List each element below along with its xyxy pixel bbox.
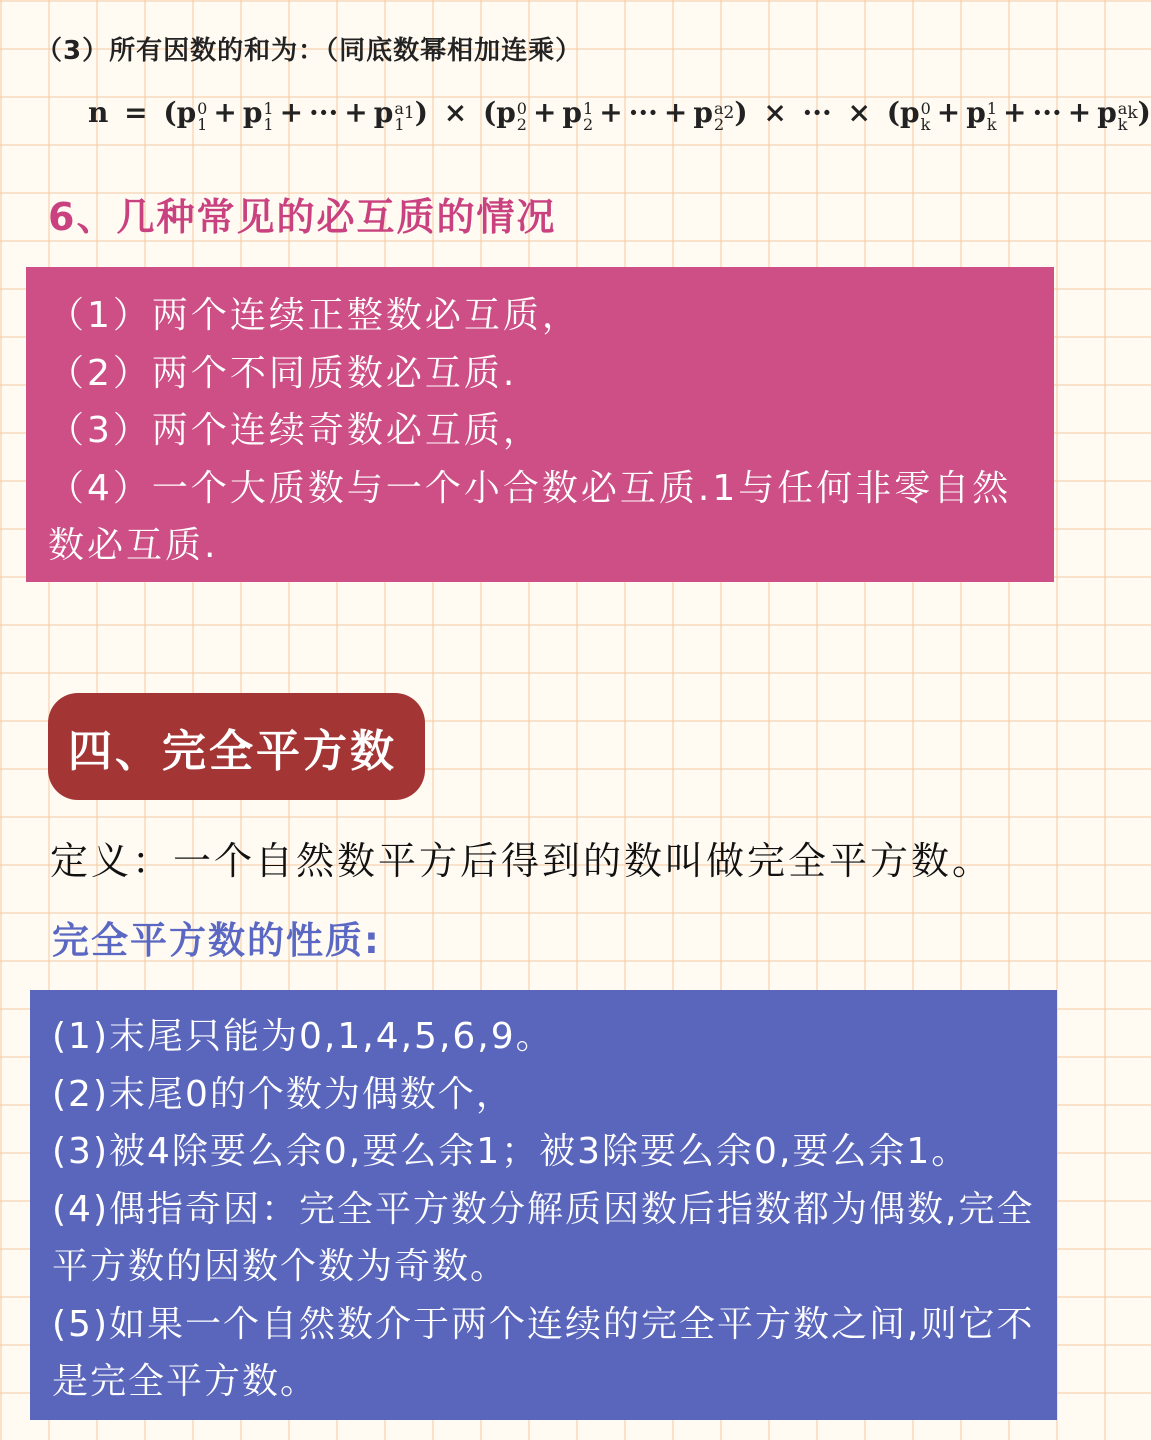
coprime-case-item: （1）两个连续正整数必互质， [48,295,581,336]
property-item: (1)末尾只能为0,1,4,5,6,9。 [52,1016,554,1057]
properties-title: 完全平方数的性质: [52,919,381,962]
section-4-badge [48,693,425,800]
formula-term: p 0 2 [496,96,527,134]
property-item: (2)末尾0的个数为偶数个， [52,1073,514,1115]
formula-lhs: n [88,96,109,129]
factor-sum-formula [88,96,1151,134]
coprime-cases-box [26,267,1054,582]
factor-sum-heading: （3）所有因数的和为：（同底数幂相加连乘） [36,36,583,66]
formula-term: p 1 2 [562,96,594,134]
formula-term: p 0 k [900,96,931,134]
perfect-square-definition: 定义：一个自然数平方后得到的数叫做完全平方数。 [50,839,994,883]
coprime-case-item: （3）两个连续奇数必互质， [48,410,542,451]
formula-term: p $a_k$ k [1097,96,1138,134]
formula-times: × [443,96,468,129]
formula-factor: (p 0 k + p 1 k + ··· + p $a_k$ k ) [886,96,1151,134]
property-item: (4)偶指奇因：完全平方数分解质因数后指数都为偶数,完全平方数的因数个数为奇数。 [52,1188,1035,1287]
property-item: (3)被4除要么余0,要么余1；被3除要么余0,要么余1。 [52,1131,970,1172]
properties-box [30,990,1057,1420]
section-4-title: 四、完全平方数 [68,725,397,777]
formula-equals: = [124,96,148,129]
coprime-case-item: （4）一个大质数与一个小合数必互质.1与任何非零自然数必互质. [48,467,1012,566]
formula-dots: ··· [802,96,832,129]
formula-term: p 0 1 [176,96,208,134]
section-6-title: 6、几种常见的必互质的情况 [48,195,557,239]
formula-times: × [847,96,872,129]
formula-term: p 1 k [966,96,998,134]
formula-term: p $a_2$ 2 [693,96,735,134]
formula-term: p $a_1$ 1 [373,96,415,134]
formula-term: p 1 1 [242,96,274,134]
formula-times: × [763,96,787,129]
formula-factor: (p 0 1 + p 1 1 + ··· + p $a_1$ 1 ) [163,96,428,134]
formula-factor: (p 0 2 + p 1 2 + ··· + p $a_2$ 2 ) [482,96,748,134]
property-item: (5)如果一个自然数介于两个连续的完全平方数之间,则它不是完全平方数。 [52,1303,1035,1402]
coprime-case-item: （2）两个不同质数必互质. [48,352,518,394]
